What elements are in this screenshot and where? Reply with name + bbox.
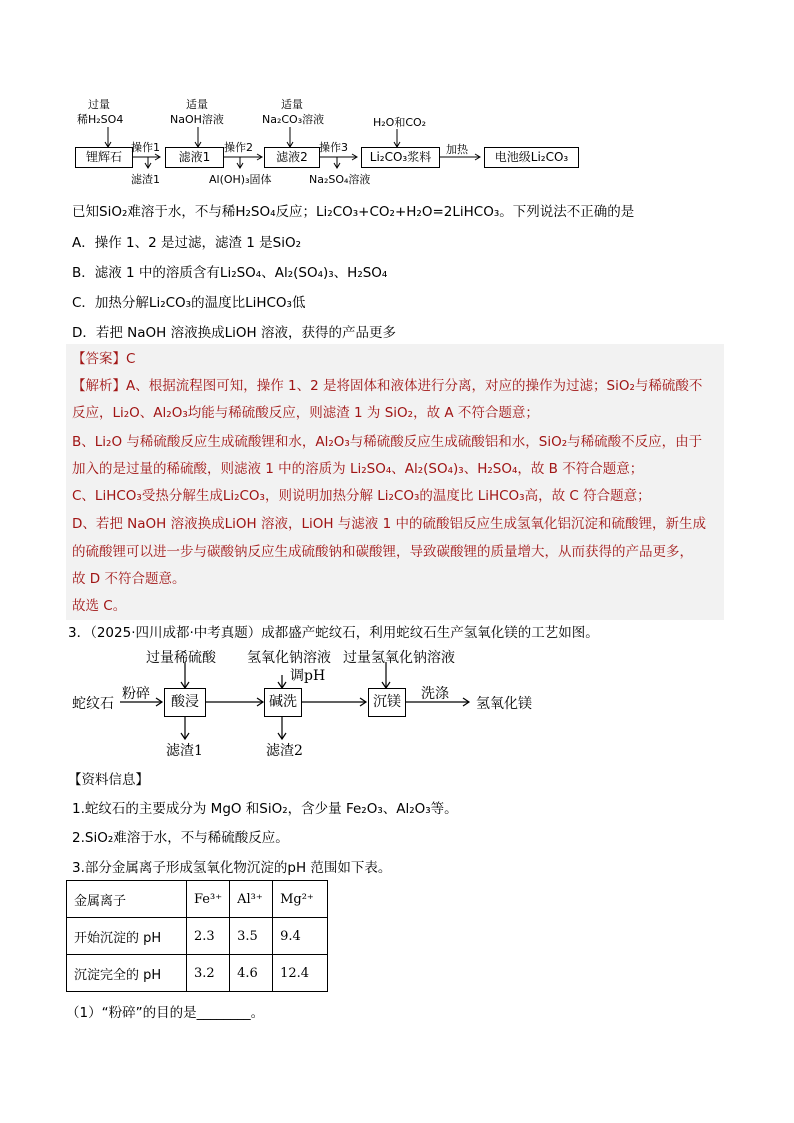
flow1-reagent1-l2: 稀H₂SO4 bbox=[77, 113, 124, 126]
flow2-box-alkali-wash: 碱洗 bbox=[264, 688, 302, 717]
flow-diagram-1 bbox=[0, 0, 794, 200]
flow2-residue1: 滤渣1 bbox=[166, 743, 203, 759]
q2-option-b: B．滤液 1 中的溶质含有Li₂SO₄、Al₂(SO₄)₃、H₂SO₄ bbox=[72, 265, 388, 281]
analysis-line-3: B、Li₂O 与稀硫酸反应生成硫酸锂和水，Al₂O₃与稀硫酸反应生成硫酸铝和水，SiO₂与稀硫酸不反应，由于 bbox=[72, 434, 703, 450]
flow2-end: 氢氧化镁 bbox=[476, 696, 532, 712]
table-cell: 2.3 bbox=[187, 918, 230, 955]
flow2-adjust-ph: 调pH bbox=[290, 668, 326, 684]
info-line-1: 1.蛇纹石的主要成分为 MgO 和SiO₂，含少量 Fe₂O₃、Al₂O₃等。 bbox=[72, 801, 458, 817]
table-row bbox=[67, 918, 328, 955]
flow1-op-heat: 加热 bbox=[446, 143, 468, 156]
table-row bbox=[67, 955, 328, 992]
table-cell: 12.4 bbox=[273, 955, 328, 992]
q3-sub1: （1）“粉碎”的目的是________。 bbox=[66, 1005, 265, 1021]
flow2-residue2: 滤渣2 bbox=[266, 743, 303, 759]
flow1-op3: 操作3 bbox=[319, 141, 348, 154]
flow2-reagent-h2so4: 过量稀硫酸 bbox=[146, 650, 216, 666]
flow1-box-li2co3-slurry: Li₂CO₃浆料 bbox=[361, 147, 440, 168]
q2-option-d: D．若把 NaOH 溶液换成LiOH 溶液，获得的产品更多 bbox=[72, 325, 396, 341]
flow1-na2so4: Na₂SO₄溶液 bbox=[309, 173, 371, 186]
flow1-reagent3-l1: 适量 bbox=[281, 98, 303, 111]
analysis-line-6: D、若把 NaOH 溶液换成LiOH 溶液，LiOH 与滤液 1 中的硫酸铝反应生成氢氧化铝沉淀和硫酸锂，新生成 bbox=[72, 516, 706, 532]
flow1-op2: 操作2 bbox=[224, 141, 253, 154]
table-header-cell: 金属离子 bbox=[67, 881, 187, 918]
flow1-box-filtrate2: 滤液2 bbox=[264, 147, 320, 168]
flow1-box-filtrate1: 滤液1 bbox=[165, 147, 224, 168]
flow1-reagent2-l2: NaOH溶液 bbox=[170, 113, 224, 126]
q2-option-a: A．操作 1、2 是过滤，滤渣 1 是SiO₂ bbox=[72, 235, 302, 251]
flow1-reagent4: H₂O和CO₂ bbox=[373, 116, 427, 129]
analysis-line-9: 故选 C。 bbox=[72, 598, 127, 614]
flow1-op1: 操作1 bbox=[131, 141, 160, 154]
flow1-reagent1-l1: 过量 bbox=[88, 98, 110, 111]
q2-option-c: C．加热分解Li₂CO₃的温度比LiHCO₃低 bbox=[72, 295, 306, 311]
analysis-line-8: 故 D 不符合题意。 bbox=[72, 571, 186, 587]
table-cell: 3.5 bbox=[230, 918, 273, 955]
analysis-line-4: 加入的是过量的稀硫酸，则滤液 1 中的溶质为 Li₂SO₄、Al₂(SO₄)₃、H₂SO₄，故 B 不符合题意； bbox=[72, 461, 644, 477]
analysis-line-1: 【解析】A、根据流程图可知，操作 1、2 是将固体和液体进行分离，对应的操作为过滤；SiO₂与稀硫酸不 bbox=[72, 378, 703, 394]
table-cell: 开始沉淀的 pH bbox=[67, 918, 187, 955]
flow2-start: 蛇纹石 bbox=[72, 696, 114, 712]
flow2-reagent-naoh: 氢氧化钠溶液 bbox=[247, 650, 331, 666]
info-line-2: 2.SiO₂难溶于水，不与稀硫酸反应。 bbox=[72, 830, 289, 846]
q2-stem: 已知SiO₂难溶于水，不与稀H₂SO₄反应；Li₂CO₃+CO₂+H₂O=2LiHCO₃。下列说法不正确的是 bbox=[72, 204, 635, 220]
info-title: 【资料信息】 bbox=[68, 772, 149, 788]
table-cell: 3.2 bbox=[187, 955, 230, 992]
flow1-reagent2-l1: 适量 bbox=[186, 98, 208, 111]
analysis-line-5: C、LiHCO₃受热分解生成Li₂CO₃，则说明加热分解 Li₂CO₃的温度比 LiHCO₃高，故 C 符合题意； bbox=[72, 488, 651, 504]
table-header-cell: Al³⁺ bbox=[230, 881, 273, 918]
flow1-residue1: 滤渣1 bbox=[131, 173, 160, 186]
flow1-reagent3-l2: Na₂CO₃溶液 bbox=[262, 113, 325, 126]
info-line-3: 3.部分金属离子形成氢氧化物沉淀的pH 范围如下表。 bbox=[72, 860, 392, 876]
flow2-crush-label: 粉碎 bbox=[122, 686, 150, 702]
flow2-reagent-naoh-excess: 过量氢氧化钠溶液 bbox=[343, 650, 455, 666]
flow1-box-spodumene: 锂辉石 bbox=[75, 147, 133, 168]
answer-label: 【答案】C bbox=[72, 351, 136, 367]
table-header-cell: Fe³⁺ bbox=[187, 881, 230, 918]
ph-table bbox=[66, 880, 328, 992]
table-cell: 4.6 bbox=[230, 955, 273, 992]
table-cell: 沉淀完全的 pH bbox=[67, 955, 187, 992]
flow1-box-battery-li2co3: 电池级Li₂CO₃ bbox=[484, 147, 579, 168]
q3-stem: 3．（2025·四川成都·中考真题）成都盛产蛇纹石，利用蛇纹石生产氢氧化镁的工艺如图。 bbox=[68, 625, 599, 641]
analysis-line-2: 反应，Li₂O、Al₂O₃均能与稀硫酸反应，则滤渣 1 为 SiO₂，故 A 不符合题意； bbox=[72, 405, 539, 421]
flow2-box-acid-leach: 酸浸 bbox=[164, 688, 206, 717]
flow2-wash-label: 洗涤 bbox=[421, 686, 449, 702]
flow1-aloh3: Al(OH)₃固体 bbox=[209, 173, 272, 186]
table-header-cell: Mg²⁺ bbox=[273, 881, 328, 918]
flow2-box-mg-precip: 沉镁 bbox=[368, 688, 406, 717]
table-cell: 9.4 bbox=[273, 918, 328, 955]
table-header-row bbox=[67, 881, 328, 918]
analysis-line-7: 的硫酸锂可以进一步与碳酸钠反应生成硫酸钠和碳酸锂，导致碳酸锂的质量增大，从而获得的产品更多， bbox=[72, 544, 693, 560]
